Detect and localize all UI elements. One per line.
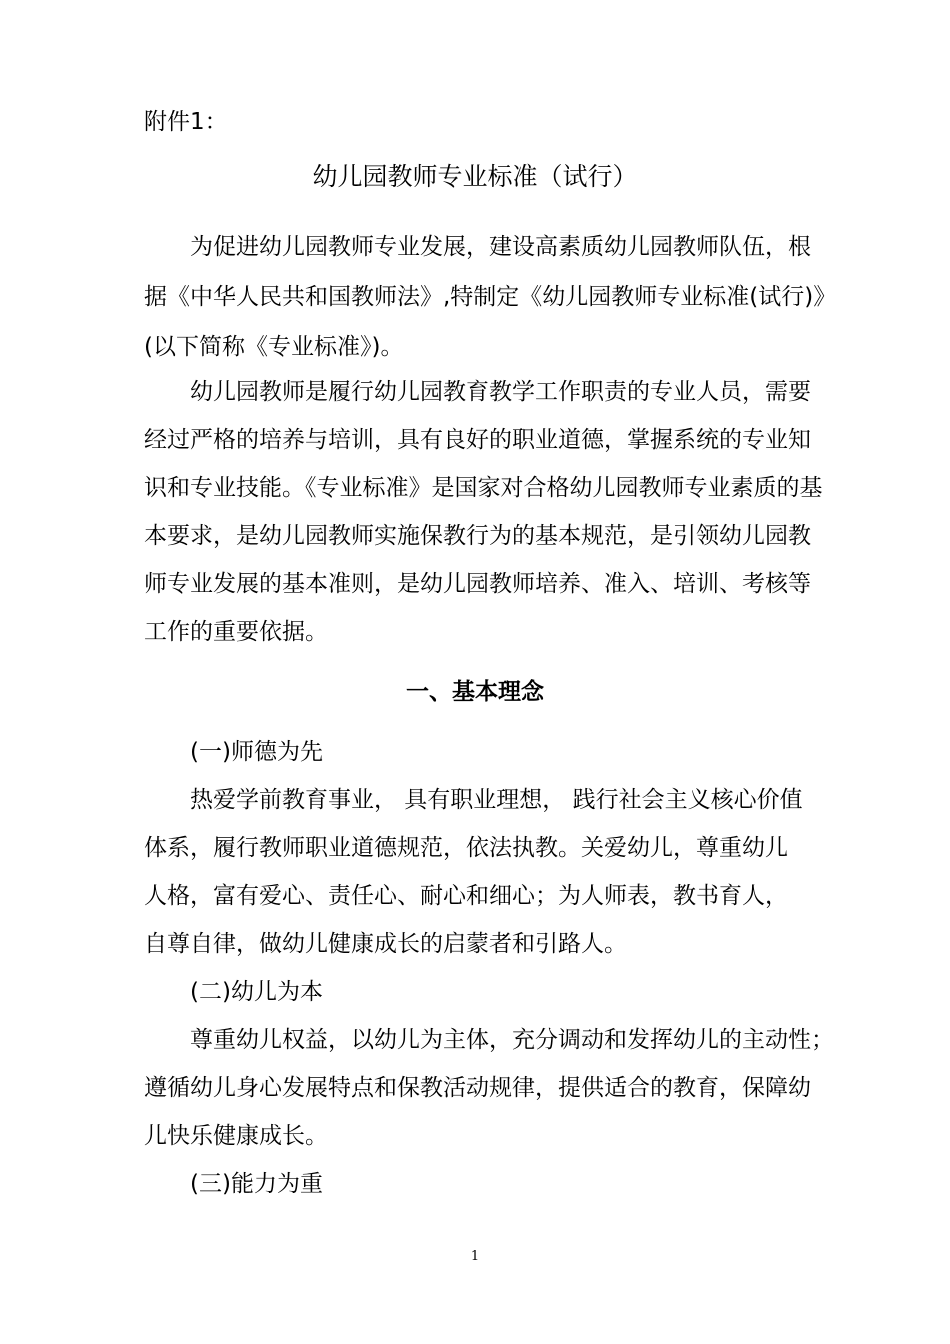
paragraph-line: 热爱学前教育事业， 具有职业理想， 践行社会主义核心价值	[190, 787, 803, 813]
paragraph-line: 尊重幼儿权益，以幼儿为主体，充分调动和发挥幼儿的主动性；	[190, 1027, 834, 1053]
section-heading: 一、基本理念	[406, 679, 544, 705]
subsection-heading: (三)能力为重	[190, 1171, 323, 1197]
paragraph-line: 遵循幼儿身心发展特点和保教活动规律，提供适合的教育，保障幼	[144, 1075, 811, 1101]
paragraph-line: 儿快乐健康成长。	[144, 1123, 328, 1149]
paragraph-line: 师专业发展的基本准则，是幼儿园教师培养、准入、培训、考核等	[144, 571, 811, 597]
page-number: 1	[470, 1249, 480, 1264]
attachment-label: 附件1：	[144, 109, 228, 135]
paragraph-line: 工作的重要依据。	[144, 619, 328, 645]
paragraph-line: (以下简称《专业标准》)。	[144, 334, 404, 360]
paragraph-line: 为促进幼儿园教师专业发展，建设高素质幼儿园教师队伍，根	[190, 234, 811, 260]
paragraph-line: 自尊自律，做幼儿健康成长的启蒙者和引路人。	[144, 931, 627, 957]
paragraph-line: 经过严格的培养与培训，具有良好的职业道德，掌握系统的专业知	[144, 427, 811, 453]
paragraph-line: 幼儿园教师是履行幼儿园教育教学工作职责的专业人员，需要	[190, 379, 811, 405]
subsection-heading: (二)幼儿为本	[190, 979, 323, 1005]
document-title: 幼儿园教师专业标准（试行）	[312, 162, 638, 191]
paragraph-line: 识和专业技能。《专业标准》是国家对合格幼儿园教师专业素质的基	[144, 475, 823, 501]
subsection-heading: (一)师德为先	[190, 739, 323, 765]
paragraph-line: 体系，履行教师职业道德规范，依法执教。关爱幼儿，尊重幼儿	[144, 835, 788, 861]
paragraph-line: 人格，富有爱心、责任心、耐心和细心；为人师表，教书育人，	[144, 883, 788, 909]
paragraph-line: 据《中华人民共和国教师法》,特制定《幼儿园教师专业标准(试行)》	[144, 284, 837, 310]
paragraph-line: 本要求，是幼儿园教师实施保教行为的基本规范，是引领幼儿园教	[144, 523, 811, 549]
